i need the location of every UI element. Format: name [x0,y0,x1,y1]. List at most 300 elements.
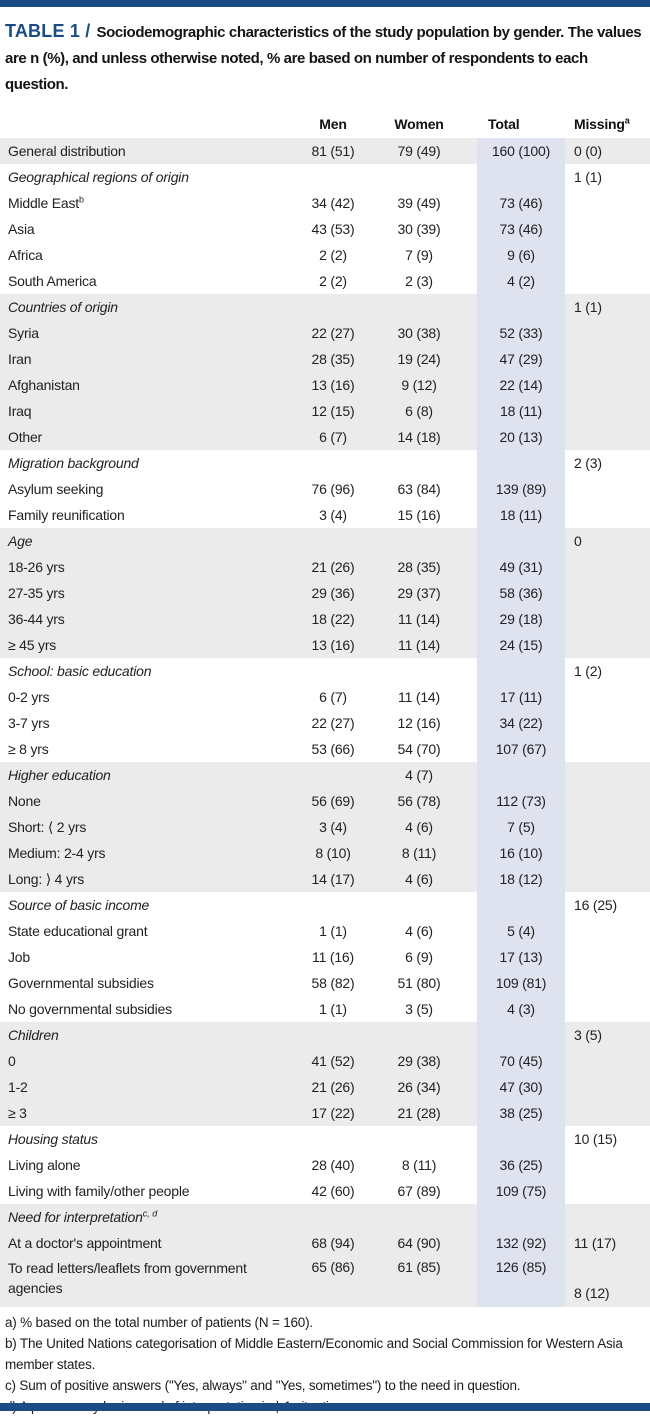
women-value [366,528,460,554]
category-row [0,528,650,554]
women-value: 30 (39) [397,221,441,237]
row-label: At a doctor's appointment [8,1235,162,1251]
men-value: 3 (4) [319,507,347,523]
footnote-marker: b [78,194,84,205]
missing-value [572,814,650,840]
women-value: 14 (18) [397,429,441,445]
missing-value: 0 (0) [574,143,602,159]
caption-label: TABLE 1 / [5,21,91,41]
men-value [300,892,366,918]
row-label: Asylum seeking [8,481,104,497]
row-label: School: basic education [8,663,152,679]
total-value [477,892,565,918]
row-label: Middle East$^b$ [8,194,84,211]
table-row [0,736,650,762]
missing-value [572,944,650,970]
column-gap [565,554,572,580]
footnote-marker: a [624,115,630,126]
column-gap [565,892,572,918]
row-label: Housing status [8,1131,98,1147]
column-gap [460,996,477,1022]
missing-value [572,1152,650,1178]
missing-value [572,918,650,944]
row-label: Governmental subsidies [8,975,154,991]
men-value [300,294,366,320]
missing-value [572,580,650,606]
column-gap [460,762,477,788]
men-value: 28 (40) [311,1157,355,1173]
column-gap [460,320,477,346]
men-value [300,1022,366,1048]
men-value: 2 (2) [319,247,347,263]
total-value: 52 (33) [477,320,565,346]
column-gap [565,476,572,502]
women-value: 21 (28) [397,1105,441,1121]
men-value [300,164,366,190]
men-value: 42 (60) [311,1183,355,1199]
column-gap [460,840,477,866]
column-gap [565,710,572,736]
category-row [0,1204,650,1230]
men-value: 68 (94) [311,1235,355,1251]
women-value: 30 (38) [397,325,441,341]
missing-value [572,1048,650,1074]
column-gap [565,502,572,528]
women-value: 9 (12) [401,377,437,393]
column-gap [460,892,477,918]
women-value: 2 (3) [405,273,433,289]
total-value: 109 (75) [477,1178,565,1204]
total-value: 5 (4) [477,918,565,944]
table-row [0,1178,650,1204]
column-gap [460,1178,477,1204]
row-label: 18-26 yrs [8,559,65,575]
men-value: 21 (26) [311,1079,355,1095]
column-gap [460,164,477,190]
table-caption [5,18,645,98]
missing-value [572,1100,650,1126]
column-gap [565,1178,572,1204]
men-value: 28 (35) [311,351,355,367]
men-value: 12 (15) [311,403,355,419]
men-value: 43 (53) [311,221,355,237]
men-value: 22 (27) [311,325,355,341]
women-value: 4 (6) [405,923,433,939]
men-value: 14 (17) [311,871,355,887]
row-label: Countries of origin [8,299,118,315]
column-gap [460,918,477,944]
table-row [0,1230,650,1256]
column-gap [460,216,477,242]
women-value: 29 (37) [397,585,441,601]
column-gap [460,502,477,528]
missing-value: 1 (1) [574,169,602,185]
women-value: 15 (16) [397,507,441,523]
missing-value [572,762,650,788]
men-value: 13 (16) [311,637,355,653]
women-value: 4 (6) [405,819,433,835]
column-gap [460,658,477,684]
column-gap [565,1204,572,1230]
column-gap [565,1126,572,1152]
column-gap [460,970,477,996]
column-gap [565,1256,572,1307]
women-value [366,892,460,918]
total-value: 18 (12) [477,866,565,892]
table-row [0,190,650,216]
row-label: Afghanistan [8,377,80,393]
missing-value [572,372,650,398]
missing-value: 1 (2) [574,663,602,679]
column-gap [460,105,477,138]
women-value [366,1204,460,1230]
col-header-variable [0,105,300,138]
women-value: 61 (85) [397,1259,441,1275]
women-value [366,164,460,190]
women-value: 28 (35) [397,559,441,575]
table-row [0,242,650,268]
category-row [0,450,650,476]
missing-value [572,398,650,424]
column-gap [565,1074,572,1100]
table-row [0,476,650,502]
table-header-row [0,105,650,138]
men-value: 53 (66) [311,741,355,757]
bottom-accent-bar [0,1403,650,1411]
row-label: Age [8,533,33,549]
column-gap [460,866,477,892]
women-value: 12 (16) [397,715,441,731]
row-label: No governmental subsidies [8,1001,172,1017]
column-gap [460,1204,477,1230]
missing-value [572,606,650,632]
total-value [477,294,565,320]
missing-value [572,1074,650,1100]
column-gap [460,450,477,476]
column-gap [460,138,477,164]
women-value: 11 (14) [398,637,440,653]
row-label: Long: ⟩ 4 yrs [8,870,85,887]
missing-value [572,710,650,736]
column-gap [565,580,572,606]
total-value [477,450,565,476]
table-row [0,918,650,944]
category-row [0,762,650,788]
row-label: Geographical regions of origin [8,169,189,185]
column-gap [565,658,572,684]
category-row [0,658,650,684]
women-value [366,450,460,476]
women-value: 11 (14) [398,689,440,705]
men-value: 58 (82) [311,975,355,991]
column-gap [460,1022,477,1048]
caption-text: Sociodemographic characteristics of the study population by gender. The values are n (%), and unless otherwise noted, % are based on number of respondents to each question. [5,24,642,93]
table-row [0,840,650,866]
total-value: 58 (36) [477,580,565,606]
total-value: 73 (46) [477,190,565,216]
row-label: Short: ⟨ 2 yrs [8,818,87,835]
total-value [477,528,565,554]
row-label: Other [8,429,43,445]
column-gap [565,216,572,242]
women-value [366,294,460,320]
table-row [0,632,650,658]
missing-value [572,424,650,450]
footnote-line: c) Sum of positive answers ("Yes, always" and "Yes, sometimes") to the need in question. [5,1378,521,1393]
men-value [300,658,366,684]
row-label: To read letters/leaflets from government agencies [8,1260,247,1296]
men-value: 22 (27) [311,715,355,731]
column-gap [565,528,572,554]
table-row [0,580,650,606]
row-label: Source of basic income [8,897,150,913]
column-gap [565,105,572,138]
row-label: Higher education [8,767,111,783]
missing-value [572,242,650,268]
total-value: 20 (13) [477,424,565,450]
missing-value: 3 (5) [574,1027,602,1043]
column-gap [460,528,477,554]
column-gap [460,424,477,450]
missing-value: 1 (1) [574,299,602,315]
row-label: State educational grant [8,923,148,939]
column-gap [565,138,572,164]
table-row [0,866,650,892]
men-value: 29 (36) [311,585,355,601]
missing-value [572,554,650,580]
row-label: Job [8,949,30,965]
column-gap [460,944,477,970]
column-gap [565,918,572,944]
total-value [477,1022,565,1048]
column-gap [565,294,572,320]
women-value: 8 (11) [401,845,437,861]
missing-value [572,268,650,294]
women-value: 6 (9) [405,949,433,965]
row-label: Africa [8,247,43,263]
missing-value: 8 (12) [574,1285,610,1301]
men-value: 65 (86) [311,1259,355,1275]
women-value: 79 (49) [397,143,441,159]
column-gap [460,1230,477,1256]
row-label: 36-44 yrs [8,611,65,627]
column-gap [565,1022,572,1048]
column-gap [460,268,477,294]
women-value: 29 (38) [397,1053,441,1069]
missing-value [572,970,650,996]
women-value: 56 (78) [397,793,441,809]
missing-value [572,216,650,242]
row-label: ≥ 45 yrs [8,637,57,653]
column-gap [460,398,477,424]
missing-value [572,346,650,372]
table-row [0,398,650,424]
row-label: Syria [8,325,39,341]
men-value: 11 (16) [312,949,354,965]
men-value: 13 (16) [311,377,355,393]
women-value: 3 (5) [405,1001,433,1017]
total-value: 139 (89) [477,476,565,502]
row-label: South America [8,273,97,289]
total-value: 17 (11) [477,684,565,710]
men-value: 8 (10) [315,845,351,861]
missing-value [572,1204,650,1230]
footnote-line: a) % based on the total number of patients (N = 160). [5,1315,313,1330]
table-row [0,710,650,736]
column-gap [565,736,572,762]
row-label: Asia [8,221,35,237]
table-row [0,138,650,164]
total-value: 18 (11) [477,502,565,528]
column-gap [460,1256,477,1307]
total-value: 47 (30) [477,1074,565,1100]
col-header-women: Women [394,116,444,132]
column-gap [460,294,477,320]
missing-value [572,632,650,658]
total-value: 49 (31) [477,554,565,580]
total-value: 24 (15) [477,632,565,658]
column-gap [565,840,572,866]
women-value: 8 (11) [401,1157,437,1173]
row-label: Migration background [8,455,139,471]
total-value: 18 (11) [477,398,565,424]
total-value [477,1204,565,1230]
column-gap [460,736,477,762]
row-label: Need for interpretation$^{c, d}$ [8,1208,158,1225]
missing-value: 10 (15) [574,1131,617,1147]
table-row [0,1048,650,1074]
column-gap [460,606,477,632]
women-value [366,658,460,684]
column-gap [460,710,477,736]
men-value [300,1204,366,1230]
men-value [300,450,366,476]
total-value: 29 (18) [477,606,565,632]
column-gap [460,1100,477,1126]
column-gap [565,944,572,970]
men-value: 41 (52) [311,1053,355,1069]
row-label: ≥ 3 [8,1105,27,1121]
column-gap [460,580,477,606]
row-label: 0-2 yrs [8,689,50,705]
men-value: 34 (42) [311,195,355,211]
table-row [0,1100,650,1126]
table-row [0,502,650,528]
data-table [0,105,650,1307]
column-gap [460,346,477,372]
total-value: 47 (29) [477,346,565,372]
row-label: Living with family/other people [8,1183,190,1199]
men-value: 81 (51) [311,143,355,159]
total-value: 160 (100) [477,138,565,164]
table-row [0,970,650,996]
total-value [477,1126,565,1152]
col-header-men: Men [319,116,347,132]
table-row [0,996,650,1022]
missing-value: 11 (17) [574,1235,616,1251]
column-gap [460,1152,477,1178]
total-value: 4 (2) [477,268,565,294]
women-value: 54 (70) [397,741,441,757]
row-label: 0 [8,1053,16,1069]
missing-value: 2 (3) [574,455,602,471]
men-value [300,528,366,554]
column-gap [565,970,572,996]
column-gap [565,1048,572,1074]
missing-value: 16 (25) [574,897,617,913]
total-value: 22 (14) [477,372,565,398]
column-gap [565,398,572,424]
row-label: None [8,793,41,809]
category-row [0,164,650,190]
top-accent-bar [0,0,650,7]
missing-value [572,840,650,866]
men-value: 6 (7) [319,429,347,445]
category-row [0,294,650,320]
column-gap [565,242,572,268]
total-value: 16 (10) [477,840,565,866]
column-gap [565,762,572,788]
total-value [477,762,565,788]
missing-value [572,788,650,814]
row-label: Children [8,1027,59,1043]
women-value: 11 (14) [398,611,440,627]
column-gap [460,372,477,398]
category-row [0,1126,650,1152]
column-gap [565,346,572,372]
women-value: 63 (84) [397,481,441,497]
women-value: 19 (24) [397,351,441,367]
men-value: 21 (26) [311,559,355,575]
men-value: 17 (22) [311,1105,355,1121]
men-value: 3 (4) [319,819,347,835]
row-label: Family reunification [8,507,125,523]
row-label: ≥ 8 yrs [8,741,49,757]
missing-value [572,320,650,346]
men-value: 76 (96) [311,481,355,497]
total-value: 36 (25) [477,1152,565,1178]
women-value: 7 (9) [405,247,433,263]
men-value: 6 (7) [319,689,347,705]
men-value: 18 (22) [311,611,355,627]
column-gap [565,1100,572,1126]
table-row [0,606,650,632]
column-gap [460,1074,477,1100]
column-gap [460,814,477,840]
footnote-line: b) The United Nations categorisation of Middle Eastern/Economic and Social Commission for Western Asia member states. [5,1336,623,1372]
table-row [0,788,650,814]
column-gap [565,372,572,398]
column-gap [565,268,572,294]
missing-value [572,190,650,216]
column-gap [460,1126,477,1152]
missing-value [572,684,650,710]
table-row [0,346,650,372]
column-gap [565,190,572,216]
column-gap [460,788,477,814]
column-gap [460,684,477,710]
category-row [0,1022,650,1048]
women-value: 4 (6) [405,871,433,887]
column-gap [565,424,572,450]
column-gap [565,320,572,346]
total-value: 132 (92) [477,1230,565,1256]
women-value: 64 (90) [397,1235,441,1251]
table-row [0,320,650,346]
col-header-missing [572,105,650,138]
row-label: 27-35 yrs [8,585,65,601]
men-value: 2 (2) [319,273,347,289]
